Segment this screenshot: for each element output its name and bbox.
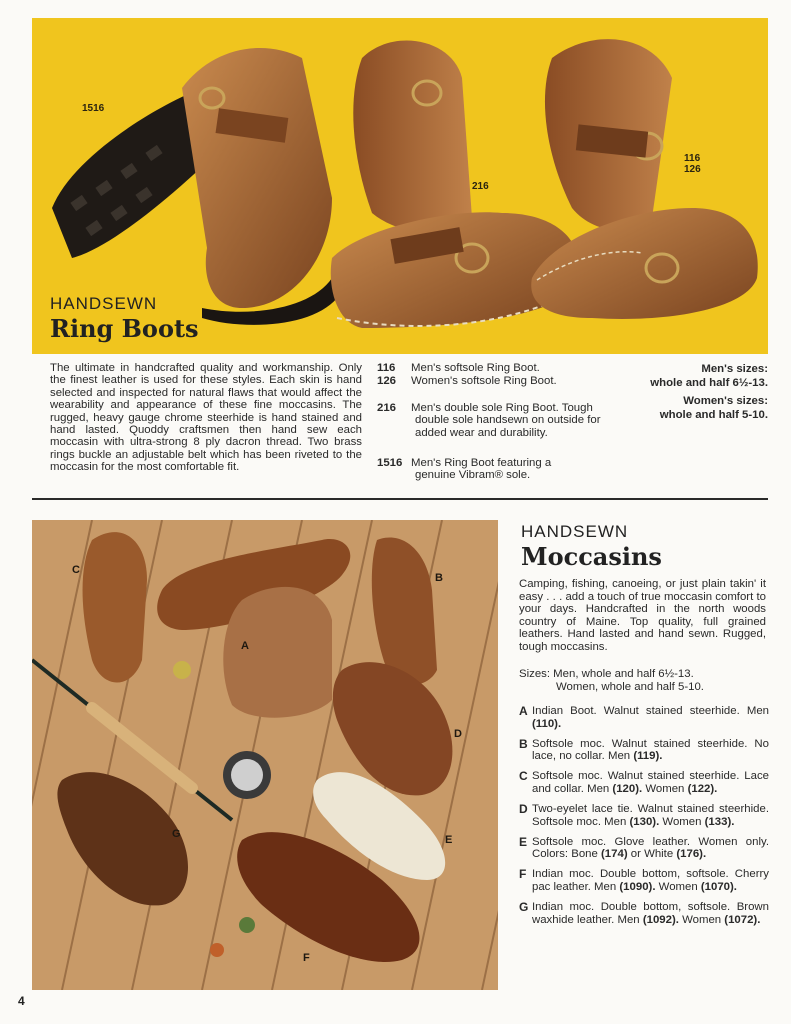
moccasins-title: Moccasins: [521, 542, 662, 571]
model-126: 126 Women's softsole Ring Boot.: [377, 375, 557, 387]
photo-letter-f: F: [303, 952, 310, 964]
ring-boot-116-126: [531, 39, 757, 319]
photo-letter-d: D: [454, 728, 462, 740]
list-item: B Softsole moc. Walnut stained steerhide. No lace, no collar. Men (119).: [519, 736, 769, 763]
list-item: A Indian Boot. Walnut stained steerhide. Men (110).: [519, 704, 769, 730]
model-216: 216 Men's double sole Ring Boot. Tough double sole handsewn on outside for added wear and durability.: [377, 402, 601, 439]
womens-sizes-label: Women's sizes:: [683, 395, 768, 407]
mens-sizes-label: Men's sizes:: [701, 363, 768, 375]
ring-boot-1516: [52, 48, 337, 325]
photo-letter-c: C: [72, 564, 80, 576]
list-item: D Two-eyelet lace tie. Walnut stained steerhide. Softsole moc. Men (130). Women (133).: [519, 802, 769, 828]
label-116-126: 116 126: [684, 153, 701, 175]
list-item: C Softsole moc. Walnut stained steerhide. Lace and collar. Men (120). Women (122).: [519, 769, 769, 795]
moccasins-kicker: HANDSEWN: [521, 522, 629, 541]
moccasins-photo: [32, 520, 498, 990]
photo-letter-a: A: [241, 640, 249, 652]
mens-sizes-value: whole and half 6½-13.: [650, 377, 768, 389]
moccasin-b: [372, 537, 437, 685]
moccasin-g: [57, 772, 188, 905]
ring-boots-photo: [32, 18, 768, 354]
moccasins-illustration: [32, 520, 498, 990]
ring-boots-title: Ring Boots: [50, 314, 199, 343]
section-divider: [32, 498, 768, 500]
label-216: 216: [472, 181, 489, 192]
page-number: 4: [18, 994, 25, 1008]
list-item: G Indian moc. Double bottom, softsole. Brown waxhide leather. Men (1092). Women (1072).: [519, 900, 769, 926]
moccasin-list: [519, 705, 769, 934]
ring-boots-description: The ultimate in handcrafted quality and workmanship. Only the finest leather is used for these styles. Each skin is hand selected and inspected for natural flaws that would affect the wearability and appearance of these fine moccasins. The rugged, heavy gauge chrome steerhide is hand stained and hand lasted. Quoddy craftsmen then hand sew each moccasin with ultra-strong 8 ply dacron thread. Two brass rings buckle an adjustable belt which has been riveted to the moccasin for the most comfortable fit.: [50, 362, 362, 474]
moccasins-description: Camping, fishing, canoeing, or just plain takin' it easy . . . add a touch of true moccasin comfort to your days. Handcrafted in the north woods country of Maine. Top quality, full grained leathers. Hand lasted and hand sewn. Rugged, tough moccasins.: [519, 578, 766, 653]
list-item: E Softsole moc. Glove leather. Women only. Colors: Bone (174) or White (176).: [519, 834, 769, 861]
womens-sizes-value: whole and half 5-10.: [659, 409, 768, 421]
moccasins-sizes: [519, 668, 769, 693]
list-item: F Indian moc. Double bottom, softsole. Cherry pac leather. Men (1090). Women (1070).: [519, 867, 769, 894]
photo-letter-e: E: [445, 834, 453, 846]
moccasins-sizes-men: Sizes: Men, whole and half 6½-13.: [519, 668, 694, 680]
ring-boots-sizes: [600, 362, 768, 422]
ring-boots-kicker: HANDSEWN: [50, 294, 158, 313]
model-116: 116 Men's softsole Ring Boot.: [377, 362, 540, 374]
photo-letter-b: B: [435, 572, 443, 584]
moccasin-a: [223, 587, 332, 718]
moccasins-sizes-women: Women, whole and half 5-10.: [556, 680, 704, 693]
model-1516: 1516 Men's Ring Boot featuring a genuine Vibram® sole.: [377, 457, 552, 482]
moccasin-c: [83, 532, 147, 682]
photo-letter-g: G: [172, 828, 181, 840]
label-1516: 1516: [82, 103, 105, 114]
